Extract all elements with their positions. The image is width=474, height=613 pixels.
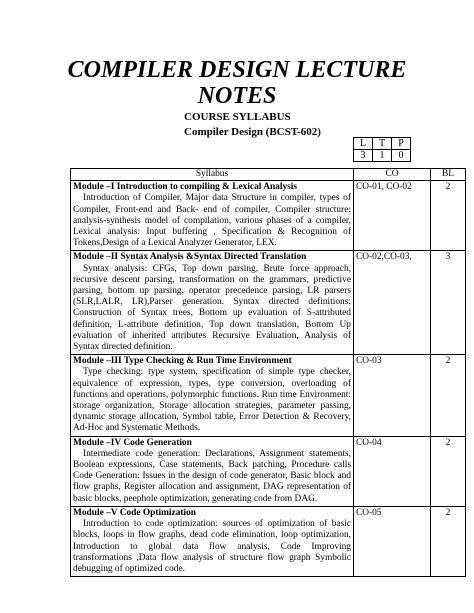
module-content: Introduction to code optimization: sources of optimization of basic blocks, loops in flow graphs, dead code elimination, loop optimization, Introduction to global data flow analysis, Code Improving transformations ,Data flow analysis of structure flow graph Symbolic debugging of optimized code. [73,519,351,574]
ltp-value-t: 1 [373,150,392,162]
module-content: Introduction of Compiler, Major data Structure in compiler, types of Compiler, Front-end and Back- end of compiler, Compiler structure: analysis-synthesis model of compilation, various phases of a compiler, Lexical analysis: Input buffering , Specification & Recognition of Tokens,Design of a Lexical Analyzer Generator, LEX. [73,193,351,249]
table-row [71,181,466,251]
module-title: Module –III Type Checking & Run Time Environment [73,356,292,367]
document-title-line1: COMPILER DESIGN LECTURE [67,57,407,83]
module-title: Module –IV Code Generation [73,437,192,448]
module-content: Syntax analysis: CFGs, Top down parsing, Brute force approach, recursive descent parsing, transformation on the grammars, predictive parsing, bottom up parsing, operator precedence parsing, LR parsers (SLR,LALR, LR),Parser generation. Syntax directed definitions: Construction of Syntax trees, Bottom up evaluation of S-attributed definition, L-attribute definition, Top down translation, Bottom Up evaluation of inherited attributes Recursive Evaluation, Analysis of Syntax directed definition. [73,263,351,353]
header-bl: BL [431,169,466,181]
ltp-value-l: 3 [354,150,373,162]
bl-cell: 3 [431,251,466,355]
syllabus-cell [71,506,354,576]
ltp-header-p: P [392,138,411,150]
header-syllabus: Syllabus [71,169,354,181]
syllabus-table [70,168,466,577]
syllabus-cell [71,251,354,355]
module-title: Module –V Code Optimization [73,507,197,518]
bl-cell: 2 [431,436,466,506]
module-content: Type checking: type system, specification of simple type checker, equivalence of expression, types, type conversion, overloading of functions and operations, polymorphic functions. Run time Environment: storage organization, Storage allocation strategies, parameter passing, dynamic storage allocation, Symbol table, Error Detection & Recovery, Ad-Hoc and Systematic Methods. [73,367,351,434]
ltp-header-l: L [354,138,373,150]
bl-cell: 2 [431,506,466,576]
ltp-table [353,137,411,162]
table-row [71,436,466,506]
co-cell: CO-03 [354,355,431,436]
document-title-line2: NOTES [197,83,277,109]
co-cell: CO-04 [354,436,431,506]
ltp-value-p: 0 [392,150,411,162]
syllabus-cell [71,181,354,251]
syllabus-cell [71,355,354,436]
bl-cell: 2 [431,181,466,251]
table-row [71,355,466,436]
table-row [71,506,466,576]
table-row [71,251,466,355]
syllabus-cell [71,436,354,506]
co-cell: CO-01, CO-02 [354,181,431,251]
co-cell: CO-02,CO-03, [354,251,431,355]
course-syllabus-heading: COURSE SYLLABUS [184,111,291,123]
module-title: Module –I Introduction to compiling & Lexical Analysis [73,182,298,193]
table-header-row [71,169,466,181]
co-cell: CO-05 [354,506,431,576]
module-content: Intermediate code generation: Declarations, Assignment statements, Boolean expressions, Case statements, Back patching, Procedure calls Code Generation: Issues in the design of code generator, Basic block and flow graphs, Register allocation and assignment, DAG representation of basic blocks, peephole optimization, generating code from DAG. [73,448,351,504]
ltp-header-t: T [373,138,392,150]
bl-cell: 2 [431,355,466,436]
module-title: Module –II Syntax Analysis &Syntax Directed Translation [73,252,307,263]
course-name: Compiler Design (BCST-602) [184,126,321,138]
header-co: CO [354,169,431,181]
